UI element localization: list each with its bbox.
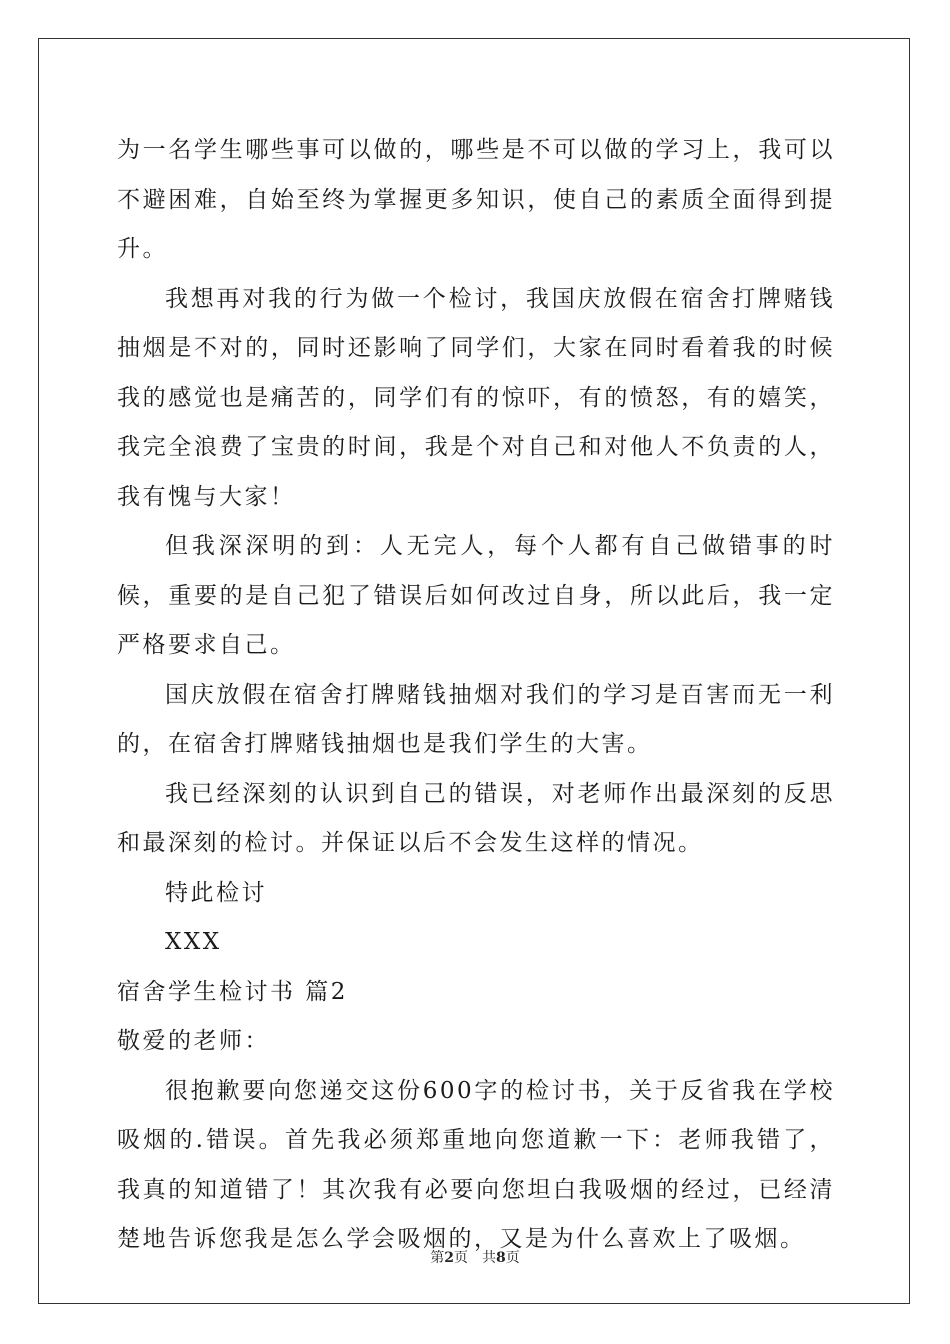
page-mid: 页 共 xyxy=(454,1250,496,1266)
paragraph-6: 很抱歉要向您递交这份600字的检讨书，关于反省我在学校吸烟的.错误。首先我必须郑重地向您道歉一下：老师我错了，我真的知道错了！其次我有必要向您坦白我吸烟的经过，已经清楚地告诉您我是怎么学会吸烟的，又是为什么喜欢上了吸烟。 xyxy=(117,1077,835,1252)
closing-statement: 特此检讨 xyxy=(165,879,267,906)
document-body xyxy=(117,126,835,1265)
paragraph-5: 我已经深刻的认识到自己的错误，对老师作出最深刻的反思和最深刻的检讨。并保证以后不会发生这样的情况。 xyxy=(117,780,835,856)
paragraph-1: 为一名学生哪些事可以做的，哪些是不可以做的学习上，我可以不避困难，自始至终为掌握更多知识，使自己的素质全面得到提升。 xyxy=(117,137,835,262)
current-page-number: 2 xyxy=(444,1250,454,1266)
total-page-number: 8 xyxy=(496,1250,506,1266)
page-prefix: 第 xyxy=(430,1250,445,1266)
page-suffix: 页 xyxy=(505,1250,520,1266)
signature: XXX xyxy=(165,929,222,955)
paragraph-3: 但我深深明的到：人无完人，每个人都有自己做错事的时候，重要的是自己犯了错误后如何改过自身，所以此后，我一定严格要求自己。 xyxy=(117,533,835,658)
paragraph-2: 我想再对我的行为做一个检讨，我国庆放假在宿舍打牌赌钱抽烟是不对的，同时还影响了同学们，大家在同时看着我的时候我的感觉也是痛苦的，同学们有的惊吓，有的愤怒，有的嬉笑，我完全浪费了宝贵的时间，我是个对自己和对他人不负责的人，我有愧与大家！ xyxy=(117,285,835,510)
section-title: 宿舍学生检讨书 篇2 xyxy=(117,978,348,1005)
paragraph-4: 国庆放假在宿舍打牌赌钱抽烟对我们的学习是百害而无一利的，在宿舍打牌赌钱抽烟也是我们学生的大害。 xyxy=(117,681,835,757)
page-footer xyxy=(0,1247,950,1267)
salutation: 敬爱的老师： xyxy=(117,1028,270,1054)
